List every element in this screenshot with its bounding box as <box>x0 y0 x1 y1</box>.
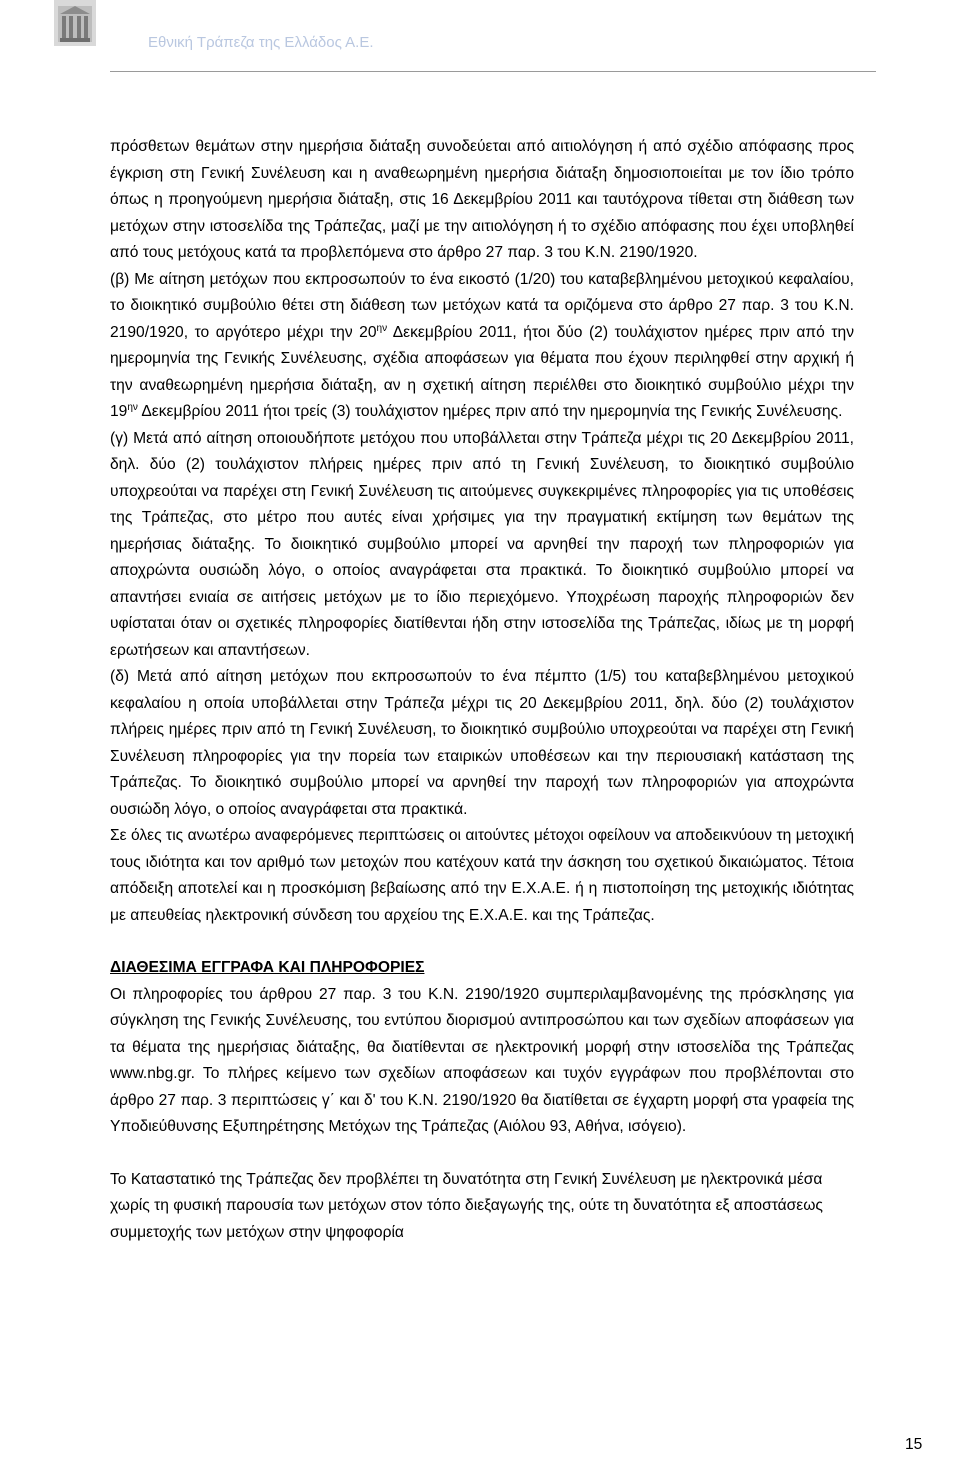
paragraph-d: (δ) Μετά από αίτηση μετόχων που εκπροσωπούν το ένα πέμπτο (1/5) του καταβεβλημένου μετοχικού κεφαλαίου η οποία υποβάλλεται στην Τράπεζα μέχρι τις 20 Δεκεμβρίου 2011, δηλ. δύο (2) τουλάχιστον πλήρεις ημέρες πριν από τη Γενική Συνέλευση, το διοικητικό συμβούλιο υποχρεούται να παρέχει στη Γενική Συνέλευση πληροφορίες για την πορεία των εταιρικών υποθέσεων και την περιουσιακή κατάσταση της Τράπεζας. Το διοικητικό συμβούλιο μπορεί να αρνηθεί την παροχή των πληροφοριών για αποχρώντα ουσιώδη λόγο, ο οποίος αναγράφεται στα πρακτικά. <box>110 668 854 818</box>
header-divider <box>110 71 876 72</box>
superscript: ην <box>376 322 388 334</box>
paragraph-text: Δεκεμβρίου 2011 ήτοι τρείς (3) τουλάχιστον ημέρες πριν από την ημερομηνία της Γενικής Συνέλευσης. <box>137 403 843 420</box>
paragraph: Σε όλες τις ανωτέρω αναφερόμενες περιπτώσεις οι αιτούντες μέτοχοι οφείλουν να αποδεικνύουν τη μετοχική τους ιδιότητα και τον αριθμό των μετοχών που κατέχουν κατά την άσκηση του σχετικού δικαιώματος. Τέτοια απόδειξη αποτελεί και η προσκόμιση βεβαίωσης από την Ε.Χ.Α.Ε. ή η πιστοποίηση της μετοχικής ιδιότητας με απευθείας ηλεκτρονική σύνδεση του αρχείου της Ε.Χ.Α.Ε. και της Τράπεζας. <box>110 827 854 924</box>
paragraph: Οι πληροφορίες του άρθρου 27 παρ. 3 του Κ.Ν. 2190/1920 συμπεριλαμβανομένης της πρόσκλησης για σύγκληση της Γενικής Συνέλευσης, του εντύπου διορισμού αντιπροσώπου και των σχεδίων αποφάσεων για τα θέματα της ημερήσιας διάταξης, θα διατίθενται σε ηλεκτρονική μορφή στην ιστοσελίδα της Τράπεζας www.nbg.gr. Το πλήρες κείμενο των σχεδίων αποφάσεων και τυχόν εγγράφων που προβλέπονται στο άρθρο 27 παρ. 3 περιπτώσεις γ΄ και δ' του Κ.Ν. 2190/1920 θα διατίθεται σε έγχαρτη μορφή στα γραφεία της Υποδιεύθυνσης Εξυπηρέτησης Μετόχων της Τράπεζας (Αιόλου 93, Αθήνα, ισόγειο). <box>110 985 854 1135</box>
superscript: ην <box>127 401 138 413</box>
section-heading: ΔΙΑΘΕΣΙΜΑ ΕΓΓΡΑΦΑ ΚΑΙ ΠΛΗΡΟΦΟΡΙΕΣ <box>110 959 425 976</box>
paragraph-c: (γ) Μετά από αίτηση οποιουδήποτε μετόχου που υποβάλλεται στην Τράπεζα μέχρι τις 20 Δεκεμβρίου 2011, δηλ. δύο (2) τουλάχιστον πλήρεις ημέρες πριν από τη Γενική Συνέλευση, το διοικητικό συμβούλιο υποχρεούται να παρέχει στη Γενική Συνέλευση τις αιτούμενες συγκεκριμένες πληροφορίες για τις υποθέσεις της Τράπεζας, στο μέτρο που αυτές είναι χρήσιμες για την πραγματική εκτίμηση των θεμάτων της ημερήσιας διάταξης. Το διοικητικό συμβούλιο μπορεί να αρνηθεί την παροχή των πληροφοριών για αποχρώντα ουσιώδη λόγο, ο οποίος αναγράφεται στα πρακτικά. Το διοικητικό συμβούλιο μπορεί να απαντήσει ενιαία σε αιτήσεις μετόχων με το ίδιο περιεχόμενο. Υποχρέωση παροχής πληροφοριών δεν υφίσταται όταν οι σχετικές πληροφορίες διατίθενται ήδη στην ιστοσελίδα της Τράπεζας, ιδίως με τη μορφή ερωτήσεων και απαντήσεων. <box>110 429 854 659</box>
paragraph-text: (β) Με αίτηση μετόχων που εκπροσωπούν το ένα εικοστό (1/20) του καταβεβλημένου μετοχικού κεφαλαίου, το διοικητικό συμβούλιο θέτει στη διάθεση των μετόχων κατά τα οριζόμενα στο άρθρο 27 παρ. 3 του Κ.Ν. 2190/1920, το αργότερο μέχρι την 20 <box>110 270 854 341</box>
paragraph-text: Δεκεμβρίου 2011, ήτοι δύο (2) τουλάχιστον ημέρες πριν από την ημερομηνία της Γενικής Συνέλευσης, σχέδια αποφάσεων για θέματα που έχουν περιληφθεί στην αρχική ή την αναθεωρημένη ημερήσια διάταξη, αν η σχετική αίτηση περιέλθει στο διοικητικό συμβούλιο μέχρι την 19 <box>110 323 854 420</box>
page-number: 15 <box>905 1436 923 1453</box>
page-header <box>110 0 876 72</box>
paragraph-b <box>110 267 854 426</box>
document-body <box>110 134 854 1246</box>
header-title: Εθνική Τράπεζα της Ελλάδος Α.Ε. <box>148 34 374 51</box>
paragraph: πρόσθετων θεμάτων στην ημερήσια διάταξη συνοδεύεται από αιτιολόγηση ή από σχέδιο απόφασης προς έγκριση στη Γενική Συνέλευση και η αναθεωρημένη ημερήσια διάταξη δημοσιοποιείται με τον ίδιο τρόπο όπως η προηγούμενη ημερήσια διάταξη, στις 16 Δεκεμβρίου 2011 και ταυτόχρονα τίθεται στη διάθεση των μετόχων στην ιστοσελίδα της Τράπεζας, μαζί με την αιτιολόγηση ή το σχέδιο απόφασης που έχει υποβληθεί από τους μετόχους κατά τα προβλεπόμενα στο άρθρο 27 παρ. 3 του Κ.Ν. 2190/1920. <box>110 138 854 261</box>
bank-logo <box>54 0 96 46</box>
paragraph: Το Καταστατικό της Τράπεζας δεν προβλέπει τη δυνατότητα στη Γενική Συνέλευση με ηλεκτρονικά μέσα χωρίς τη φυσική παρουσία των μετόχων στον τόπο διεξαγωγής της, ούτε τη δυνατότητα εξ αποστάσεως συμμετοχής των μετόχων στην ψηφοφορία <box>110 1170 823 1241</box>
